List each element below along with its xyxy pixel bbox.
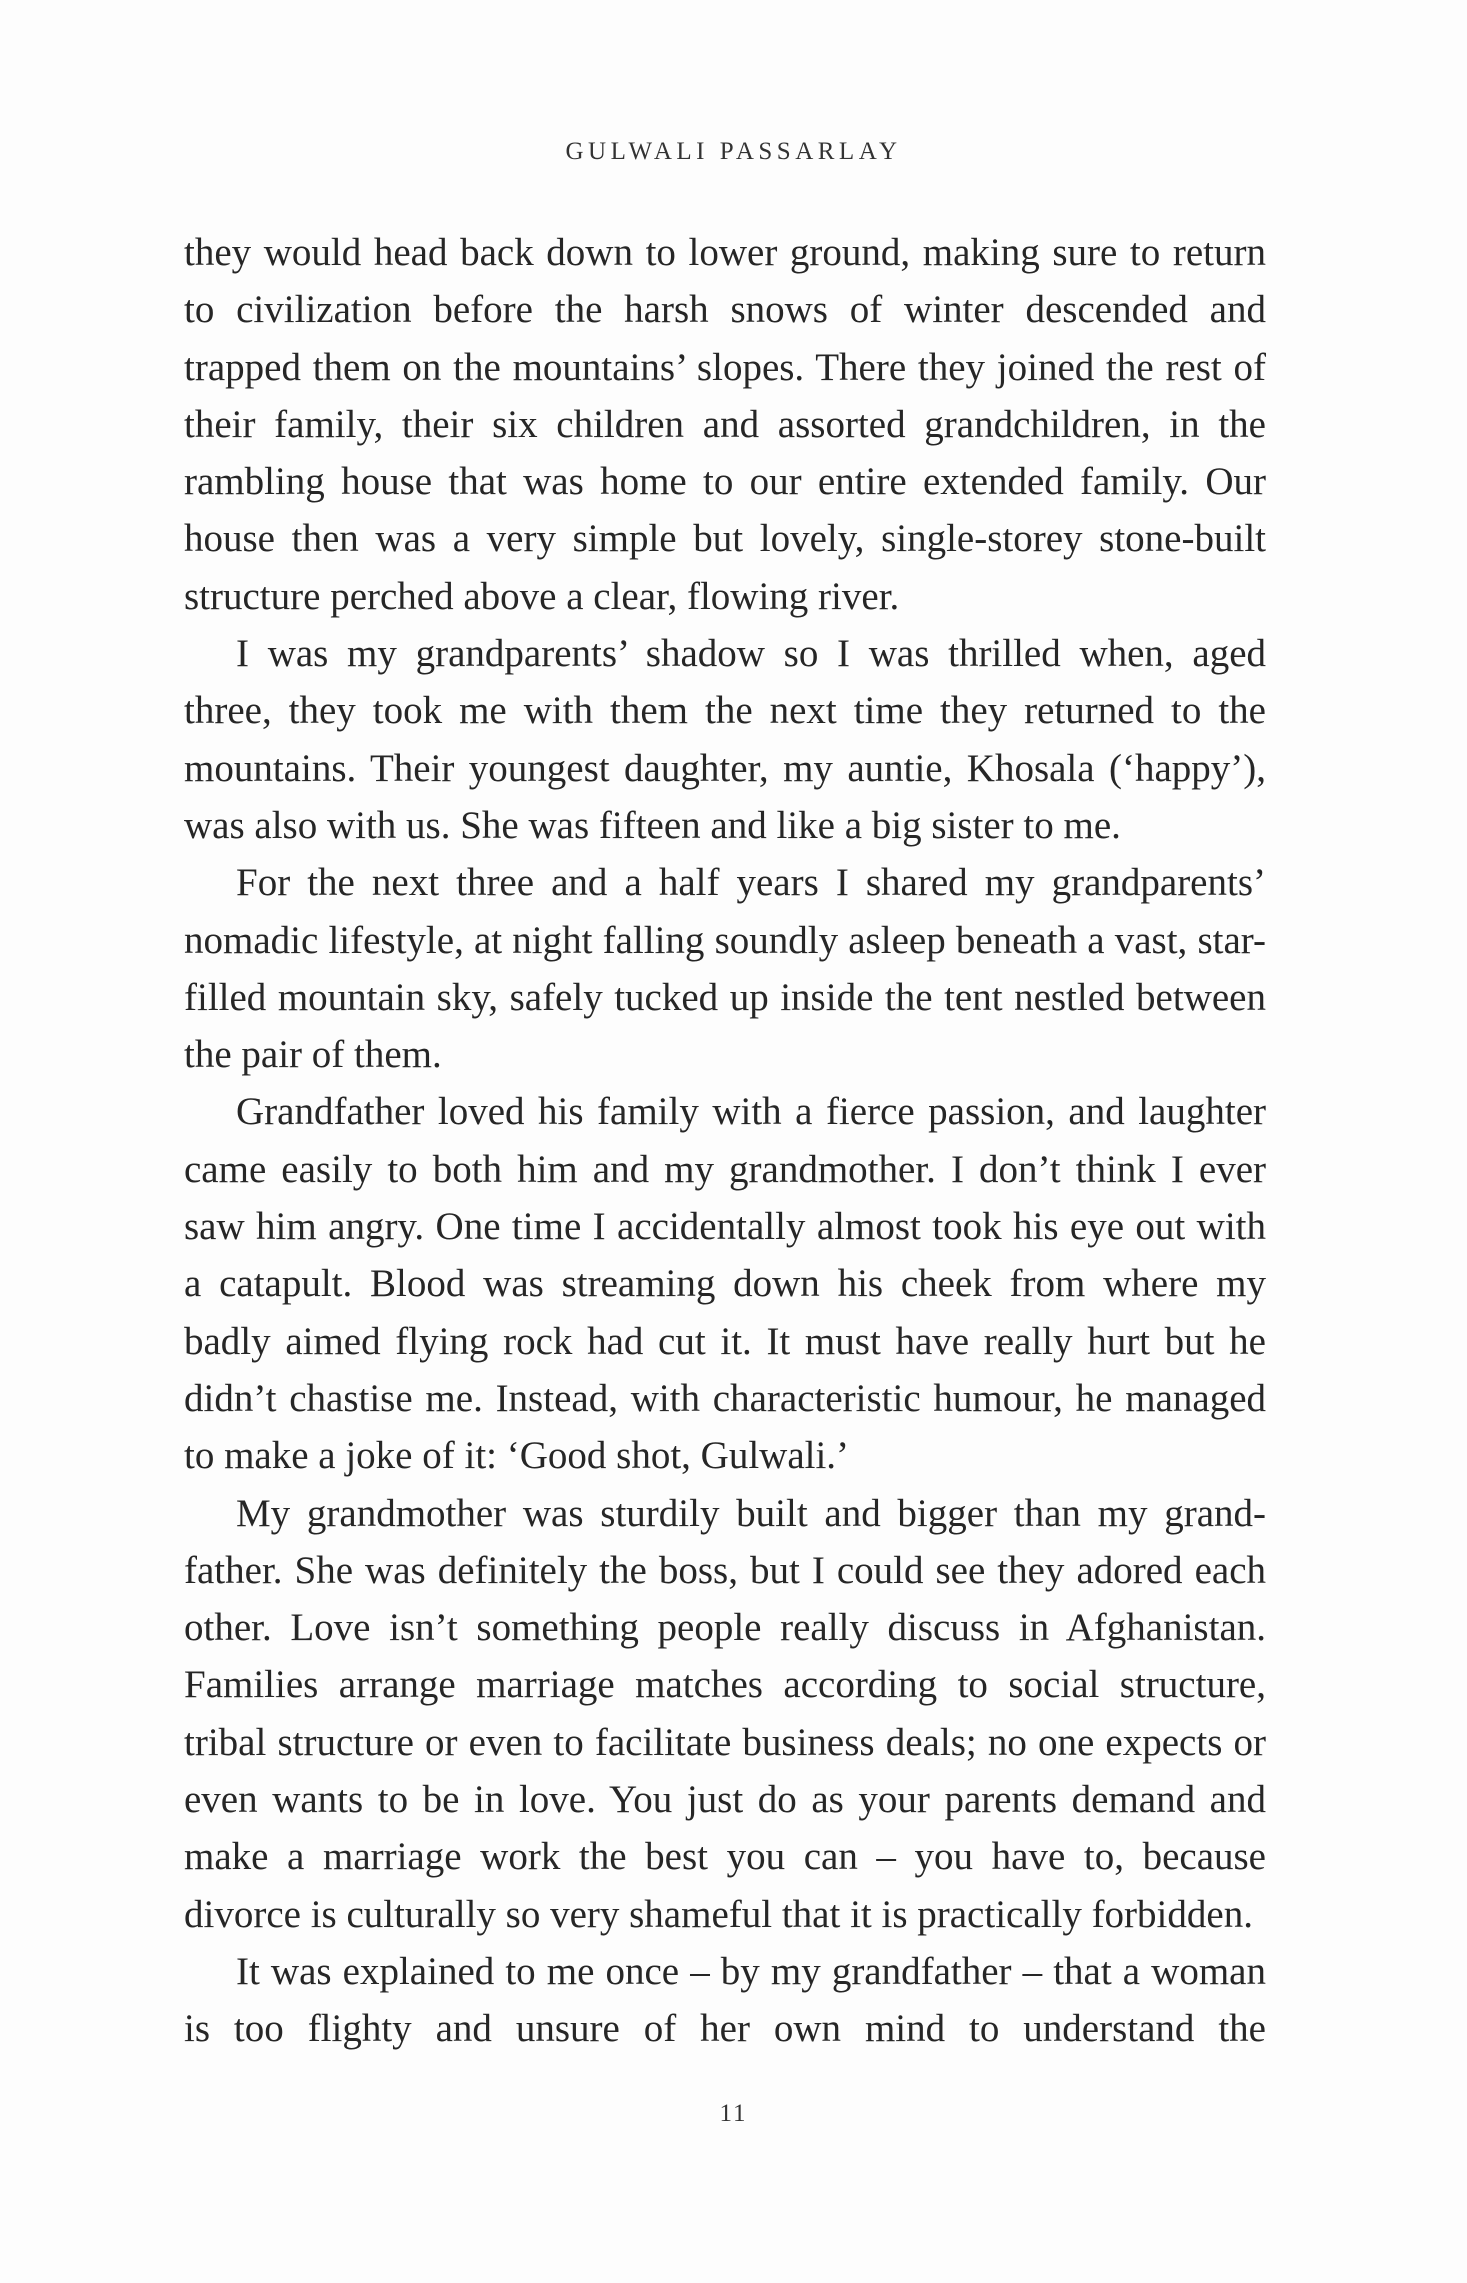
paragraph-3: For the next three and a half years I shared my grandparents’ nomadic lifestyle, at night falling soundly asleep beneath a vast, star-filled mountain sky, safely tucked up inside the tent nestled between the pair of them. xyxy=(184,861,1266,1077)
paragraph-2: I was my grandparents’ shadow so I was thrilled when, aged three, they took me with them the next time they returned to the mountains. Their youngest daughter, my auntie, Khosala (‘happy’), was also with us. She was fifteen and like a big sister to me. xyxy=(184,632,1266,847)
page-number: 11 xyxy=(719,2100,748,2127)
body-text xyxy=(184,224,1266,2058)
running-header: GULWALI PASSARLAY xyxy=(565,138,902,165)
paragraph-4: Grandfather loved his family with a fierce passion, and laughter came easily to both him and my grandmother. I don’t think I ever saw him angry. One time I accidentally almost took his eye out with a catapult. Blood was streaming down his cheek from where my badly aimed flying rock had cut it. It must have really hurt but he didn’t chastise me. Instead, with characteristic humour, he managed to make a joke of it: ‘Good shot, Gulwali.’ xyxy=(184,1090,1266,1478)
paragraph-5: My grandmother was sturdily built and bigger than my grand-father. She was definitely the boss, but I could see they adored each other. Love isn’t something people really discuss in Afghanistan. Families arrange marriage matches according to social structure, tribal structure or even to facilitate business deals; no one expects or even wants to be in love. You just do as your parents demand and make a marriage work the best you can – you have to, because divorce is culturally so very shameful that it is practically forbidden. xyxy=(184,1491,1266,1936)
paragraph-1: they would head back down to lower ground, making sure to return to civilization before the harsh snows of winter descended and trapped them on the mountains’ slopes. There they joined the rest of their family, their six children and assorted grandchildren, in the rambling house that was home to our entire extended family. Our house then was a very simple but lovely, single-storey stone-built structure perched above a clear, flowing river. xyxy=(184,231,1266,618)
paragraph-6: It was explained to me once – by my grandfather – that a woman is too flighty and unsure of her own mind to understand the xyxy=(184,1949,1266,2051)
